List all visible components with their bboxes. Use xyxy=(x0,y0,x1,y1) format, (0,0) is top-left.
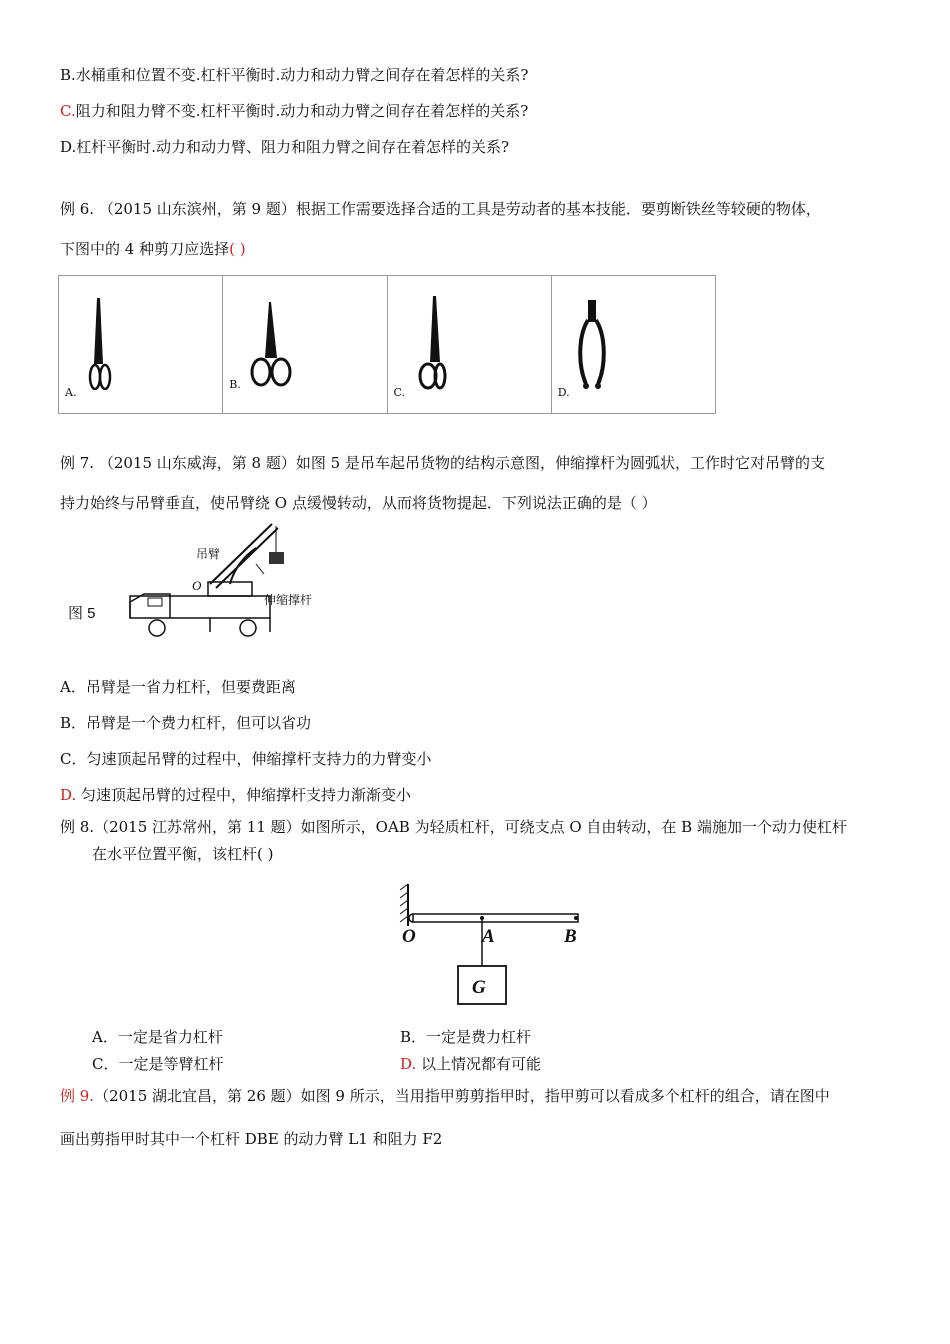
ex6-answer-paren: ( ) xyxy=(229,240,246,258)
ex9-line1-text: （2015 湖北宜昌，第 26 题）如图 9 所示，当用指甲剪剪指甲时，指甲剪可以看成多个杠杆的组合，请在图中 xyxy=(94,1087,830,1105)
pliers-d-icon xyxy=(552,276,715,411)
ex7-option-d-letter: D. xyxy=(60,786,77,804)
scissors-table xyxy=(58,275,716,414)
q5-option-b: B.水桶重和位置不变.杠杆平衡时.动力和动力臂之间存在着怎样的关系? xyxy=(60,66,529,84)
ex7-option-d xyxy=(60,784,411,805)
crane-pivot-label: O xyxy=(192,578,202,593)
ex8-option-d xyxy=(400,1053,541,1074)
ex7-line1: 例 7. （2015 山东威海，第 8 题）如图 5 是吊车起吊货物的结构示意图，伸缩撑杆为圆弧状，工作时它对吊臂的支 xyxy=(60,454,825,472)
ex8-option-a: A．一定是省力杠杆 xyxy=(92,1028,223,1046)
lever-point-b: B xyxy=(564,926,577,947)
ex7-option-d-text: 匀速顶起吊臂的过程中，伸缩撑杆支持力渐渐变小 xyxy=(76,786,412,804)
ex8-option-c: C．一定是等臂杠杆 xyxy=(92,1055,224,1073)
scissors-b-label: B. xyxy=(229,378,241,391)
scissors-c-label: C. xyxy=(393,386,406,399)
lever-weight-g: G xyxy=(472,977,486,998)
scissors-c-icon xyxy=(388,276,551,411)
crane-figure xyxy=(60,518,350,646)
ex9-prefix: 例 9. xyxy=(60,1087,95,1105)
q5-option-c-letter: C. xyxy=(60,102,76,120)
ex7-option-c: C．匀速顶起吊臂的过程中，伸缩撑杆支持力的力臂变小 xyxy=(60,750,432,768)
ex7-line2: 持力始终与吊臂垂直，使吊臂绕 O 点缓慢转动，从而将货物提起．下列说法正确的是（ ） xyxy=(60,494,657,512)
scissors-d-label: D. xyxy=(557,386,570,399)
ex7-option-b: B．吊臂是一个费力杠杆，但可以省功 xyxy=(60,714,312,732)
q5-option-c-text: 阻力和阻力臂不变.杠杆平衡时.动力和动力臂之间存在着怎样的关系? xyxy=(75,102,529,120)
ex6-line2 xyxy=(60,238,246,259)
scissors-cell-c xyxy=(388,276,552,413)
q5-option-d: D.杠杆平衡时.动力和动力臂、阻力和阻力臂之间存在着怎样的关系? xyxy=(60,138,510,156)
scissors-a-label: A. xyxy=(65,386,77,399)
lever-figure xyxy=(396,880,596,1008)
crane-rod-label: 伸缩撑杆 xyxy=(264,593,313,607)
ex6-line2-text: 下图中的 4 种剪刀应选择 xyxy=(60,240,230,258)
scissors-cell-b xyxy=(223,276,387,413)
ex9-line2: 画出剪指甲时其中一个杠杆 DBE 的动力臂 L1 和阻力 F2 xyxy=(60,1130,443,1148)
scissors-b-icon xyxy=(223,276,386,411)
ex7-option-a: A．吊臂是一省力杠杆，但要费距离 xyxy=(60,678,296,696)
lever-point-a: A xyxy=(482,926,495,947)
q5-option-c xyxy=(60,100,528,121)
crane-arm-label: 吊臂 xyxy=(196,547,221,561)
ex8-option-d-letter: D. xyxy=(400,1055,417,1073)
ex8-line2: 在水平位置平衡，该杠杆( ) xyxy=(92,845,274,863)
crane-figure-label: 图 5 xyxy=(68,605,96,622)
ex8-line1: 例 8.（2015 江苏常州，第 11 题）如图所示，OAB 为轻质杠杆，可绕支点 O 自由转动，在 B 端施加一个动力使杠杆 xyxy=(60,818,847,836)
lever-point-o: O xyxy=(402,926,416,947)
ex8-option-d-text: 以上情况都有可能 xyxy=(416,1055,542,1073)
ex6-line1: 例 6. （2015 山东滨州，第 9 题）根据工作需要选择合适的工具是劳动者的基本技能．要剪断铁丝等较硬的物体， xyxy=(60,200,821,218)
ex9-line1 xyxy=(60,1085,830,1106)
scissors-cell-d xyxy=(552,276,715,413)
scissors-a-icon xyxy=(59,276,222,411)
scissors-cell-a xyxy=(59,276,223,413)
ex8-option-b: B．一定是费力杠杆 xyxy=(400,1028,532,1046)
